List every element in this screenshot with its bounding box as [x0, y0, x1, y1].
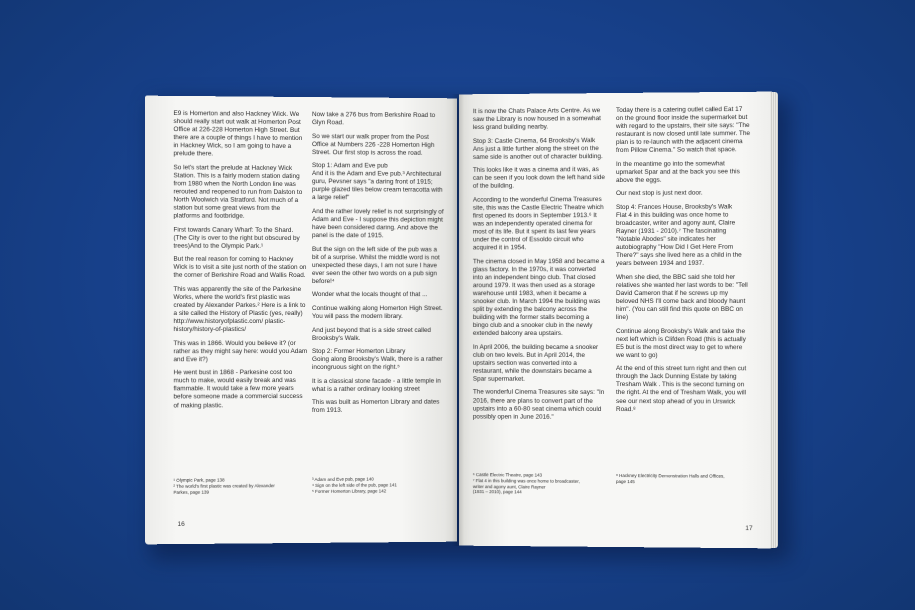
- footnote: ⁴ Sign on the left side of the pub, page 141: [311, 482, 397, 488]
- paragraph: First towards Canary Wharf: To the Shard. (The City is over to the right but obscured by trees)And to the Olympic Park.¹: [173, 226, 300, 250]
- footnote: ⁵ Former Homerton Library, page 142: [311, 488, 387, 494]
- right-page: [459, 92, 773, 549]
- paragraph: Our next stop is just next door.: [615, 189, 703, 198]
- paragraph: It is a classical stone facade - a little temple in what is a rather ordinary looking street: [311, 377, 441, 393]
- paragraph: This was built as Homerton Library and dates from 1913.: [311, 398, 440, 415]
- paragraph: And just beyond that is a side street called Brooksby's Walk.: [311, 326, 431, 342]
- paragraph: It is now the Chats Palace Arts Centre. As we saw the Library is now housed in a somewhat less grand building nearby.: [472, 107, 601, 132]
- paragraph: Stop 1: Adam and Eve pub And it is the Adam and Eve pub.³ Architectural guru, Pevsner says "a daring front of 1915; purple glazed tiles below cream terracotta with a large relief": [311, 162, 443, 202]
- right-page-footnotes-1: [473, 472, 606, 496]
- left-page: [145, 96, 457, 545]
- paragraph: He went bust in 1868 - Parkesine cost too much to make, would easily break and was flammable. It would take a few more years before someone made a commercial success of making plastic.: [173, 369, 303, 409]
- footnote: ¹ Olympic Park, page 138: [173, 477, 225, 483]
- page-number: 16: [177, 520, 185, 529]
- book-gutter: [452, 94, 464, 546]
- page-number: 17: [745, 525, 753, 533]
- paragraph: Stop 3: Castle Cinema, 64 Brooksby's Walk Ans just a little further along the street on the same side is another out of character building.: [472, 136, 603, 161]
- paragraph: Now take a 276 bus from Berkshire Road to Glyn Road.: [311, 111, 436, 127]
- paragraph: The cinema closed in May 1958 and became a glass factory. In the 1970s, it was converted into an independent bingo club. That closed around 1979. It was then used as a storage warehouse until 1983, when it became a snooker club. In March 1994 the building was split by extending the balcony across the building with the former stalls becoming a bingo club and a snooker club in the newly extended balcony area upstairs.: [472, 257, 605, 338]
- paragraph: And the rather lovely relief is not surprisingly of Adam and Eve - I suppose this depiction might have been considered daring. And above the panel is the date of 1915.: [311, 208, 444, 240]
- paragraph: This was apparently the site of the Parkesine Works, where the world's first plastic was created by Alexander Parkes.² Here is a link to a site called the History of Plastic (yes, really) http://www.historyofplastic.com/ plastic-history/history-of-plastics/: [173, 285, 306, 334]
- paragraph: In April 2006, the building became a snooker club on two levels. But in April 2014, the upstairs section was converted into a restaurant, while the downstairs became a Spar supermarket.: [472, 343, 599, 383]
- right-page-footnotes-2: [616, 473, 751, 485]
- left-page-column-2: [312, 111, 445, 421]
- paragraph: In the meantime go into the somewhat upmarket Spar and at the back you see this above the eggs.: [615, 160, 740, 184]
- paragraph: Continue along Brooksby's Walk and take the next left which is Clifden Road (this is actually E5 but is the most direct way to get to where we want to go): [615, 327, 746, 359]
- paragraph: Wonder what the locals thought of that ...: [311, 291, 428, 299]
- paragraph: When she died, the BBC said she told her relatives she wanted her last words to be: "Tell David Cameron that if he screws up my beloved NHS I'll come back and bloody haunt him". (You can still find this quote on BBC on line): [615, 273, 748, 322]
- footnote: ⁶ Castle Electric Theatre, page 143: [472, 472, 543, 478]
- page-stack-edge: [770, 92, 778, 548]
- paragraph: At the end of this street turn right and then cut through the Jack Dunning Estate by taking Tresham Walk . This is the second turning on the right. At the end of Tresham Walk, you will see our next stop ahead of you in Urswick Road.⁸: [615, 365, 747, 413]
- paragraph: Today there is a catering outlet called Eat 17 on the ground floor inside the supermarket but with regard to the upstairs, their site says: "The restaurant is now closed until late summer. The plan is to re-launch with the adjacent cinema from Pillow Cinema." So watch that space.: [615, 105, 751, 155]
- paragraph: So let's start the prelude at Hackney Wick Station. This is a fairly modern station dating from 1980 when the North London line was rerouted and reopened to run from Dalston to North Woolwich via Stratford. Not much of a station but some great views from the platforms and footbridge.: [173, 164, 303, 220]
- paragraph: This was in 1866. Would you believe it? (or rather as they might say here: would you Adam and Eve it?): [173, 339, 308, 363]
- left-page-footnotes-2: [312, 476, 445, 494]
- paragraph: This looks like it was a cinema and it was, as can be seen if you look down the left hand side of the building.: [472, 166, 605, 191]
- left-page-footnotes-1: [173, 477, 308, 495]
- paragraph: E9 is Homerton and also Hackney Wick. We should really start out walk at Homerton Post Office at 226-228 Homerton High Street. But there are a couple of things I have to mention in Hackney Wick, so I am going to have a prelude there.: [173, 109, 303, 158]
- left-page-column-1: [173, 110, 308, 416]
- footnote: ³ Adam and Eve pub, page 140: [311, 476, 374, 482]
- paragraph: But the real reason for coming to Hackney Wick is to visit a site just north of the station on the corner of Berkshire Road and Wallis Road.: [173, 255, 307, 280]
- paragraph: Continue walking along Homerton High Street. You will pass the modern library.: [311, 304, 443, 320]
- footnote: ⁷ Flat 4 in this building was once home to broadcaster, writer and agony aunt, Claire Rayner (1931 – 2010), page 144: [472, 477, 580, 495]
- right-page-column-2: [616, 106, 751, 420]
- paragraph: Stop 4: Frances House, Brooksby's Walk Flat 4 in this building was once home to broadcaster, writer and agony aunt, Claire Rayner (1931 - 2010).⁷ The fascinating "Notable Abodes" site indicates her autobiography "How Did I Get Here From There?" says she lived here as a child in the years between 1934 and 1937.: [615, 203, 742, 268]
- paragraph: According to the wonderful Cinema Treasures site, this was the Castle Electric Theatre which first opened its doors in September 1913.⁶ It was an independently operated cinema for most of its life. But it spent its last few years under the control of Essoldo circuit who acquired it in 1954.: [472, 195, 604, 252]
- paragraph: But the sign on the left side of the pub was a bit of a surprise. Whilst the middle word is not unexpected these days, I am not sure I have ever seen the other two words on a pub sign before!⁴: [311, 245, 440, 285]
- paragraph: So we start our walk proper from the Post Office at Numbers 226 -228 Homerton High Street. Our first stop is across the road.: [311, 132, 435, 157]
- footnote: ² The world's first plastic was created by Alexander Parkes, page 139: [173, 482, 275, 495]
- paragraph: The wonderful Cinema Treasures site says: "In 2016, there are plans to convert part of the upstairs into a 60-80 seat cinema which could possibly open in June 2016.": [472, 389, 605, 421]
- paragraph: Stop 2: Former Homerton Library Going along Brooksby's Walk, there is a rather incongruous sight on the right.⁵: [311, 348, 443, 372]
- footnote: ⁸ Hackney Electricity Demonstration Halls and Offices, page 145: [615, 473, 725, 484]
- right-page-column-1: [473, 107, 606, 427]
